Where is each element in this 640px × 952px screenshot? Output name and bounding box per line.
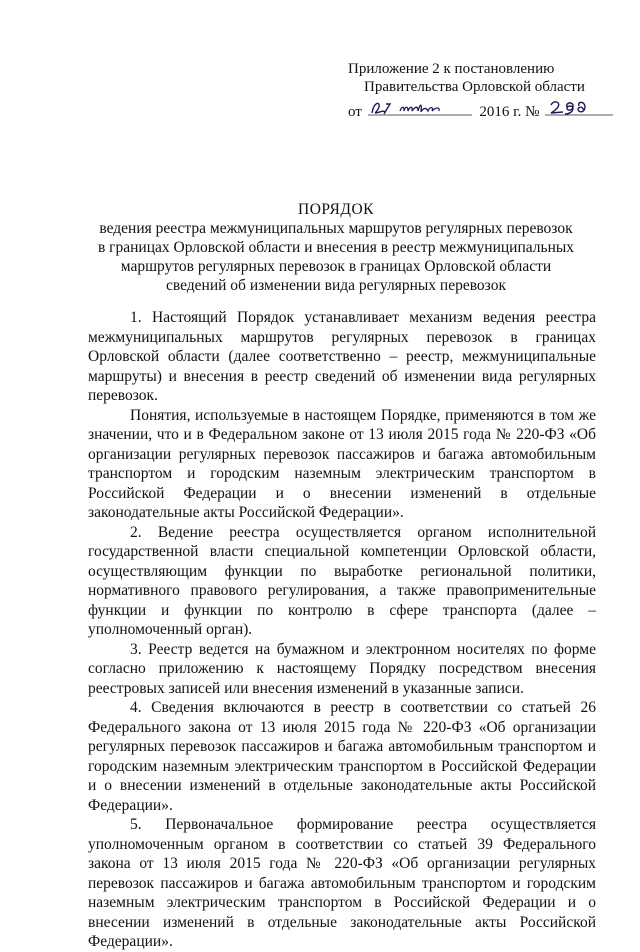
paragraph-1: 1. Настоящий Порядок устанавливает механизм ведения реестра межмуниципальных маршрутов регулярных перевозок в границах Орловской области (далее соответственно – реестр, межмуниципальные маршруты) и внесения в реестр сведений об изменении вида регулярных перевозок. <box>88 309 596 404</box>
date-prefix: от <box>348 104 362 120</box>
document-title: ПОРЯДОК <box>298 201 374 218</box>
document-subtitle: ведения реестра межмуниципальных маршрутов регулярных перевозок в границах Орловской области и внесения в реестр межмуниципальных маршрутов регулярных перевозок в границах Орловской области сведений об изменении вида регулярных перевозок <box>97 220 575 294</box>
appendix-header <box>348 60 628 121</box>
appendix-line-2: Правительства Орловской области <box>364 79 585 95</box>
date-year: 2016 г. № <box>479 104 540 120</box>
document-body <box>88 308 596 952</box>
paragraph-3: 3. Реестр ведется на бумажном и электронном носителях по форме согласно приложению к настоящему Порядку посредством внесения реестровых записей или внесения изменений в указанные записи. <box>88 640 596 697</box>
document-title-block <box>96 200 576 295</box>
handwritten-number-graphic <box>543 98 615 118</box>
handwritten-date-graphic <box>366 98 474 118</box>
paragraph-5: 5. Первоначальное формирование реестра осуществляется уполномоченным органом в соответствии со статьей 39 Федерального закона от 13 июля 2015 года № 220-ФЗ «Об организации регулярных перевозок пассажиров и багажа автомобильным транспортом и городским наземным электрическим транспортом в Российской Федерации и о внесении изменений в отдельные законодательные акты Российской Федерации». <box>88 816 596 950</box>
appendix-date-line <box>348 96 628 121</box>
paragraph-4: 4. Сведения включаются в реестр в соответствии со статьей 26 Федерального закона от 13 июля 2015 года № 220-ФЗ «Об организации регулярных перевозок пассажиров и багажа автомобильным транспортом и городским наземным электрическим транспортом в Российской Федерации и о внесении изменений в отдельные законодательные акты Российской Федерации». <box>88 699 596 814</box>
paragraph-1-definitions: Понятия, используемые в настоящем Порядке, применяются в том же значении, что и в Федеральном законе от 13 июля 2015 года № 220-ФЗ «Об организации регулярных перевозок пассажиров и багажа автомобильным транспортом и городским наземным электрическим транспортом в Российской Федерации и о внесении изменений в отдельные законодательные акты Российской Федерации». <box>88 406 596 521</box>
handwritten-date <box>366 98 474 118</box>
paragraph-2: 2. Ведение реестра осуществляется органом исполнительной государственной власти специальной компетенции Орловской области, осуществляющим функции по выработке региональной политики, нормативного правового регулирования, а также правоприменительные функции и функции по контролю в сфере транспорта (далее – уполномоченный орган). <box>88 523 596 638</box>
handwritten-number <box>543 98 615 118</box>
appendix-line-1: Приложение 2 к постановлению <box>348 61 555 77</box>
